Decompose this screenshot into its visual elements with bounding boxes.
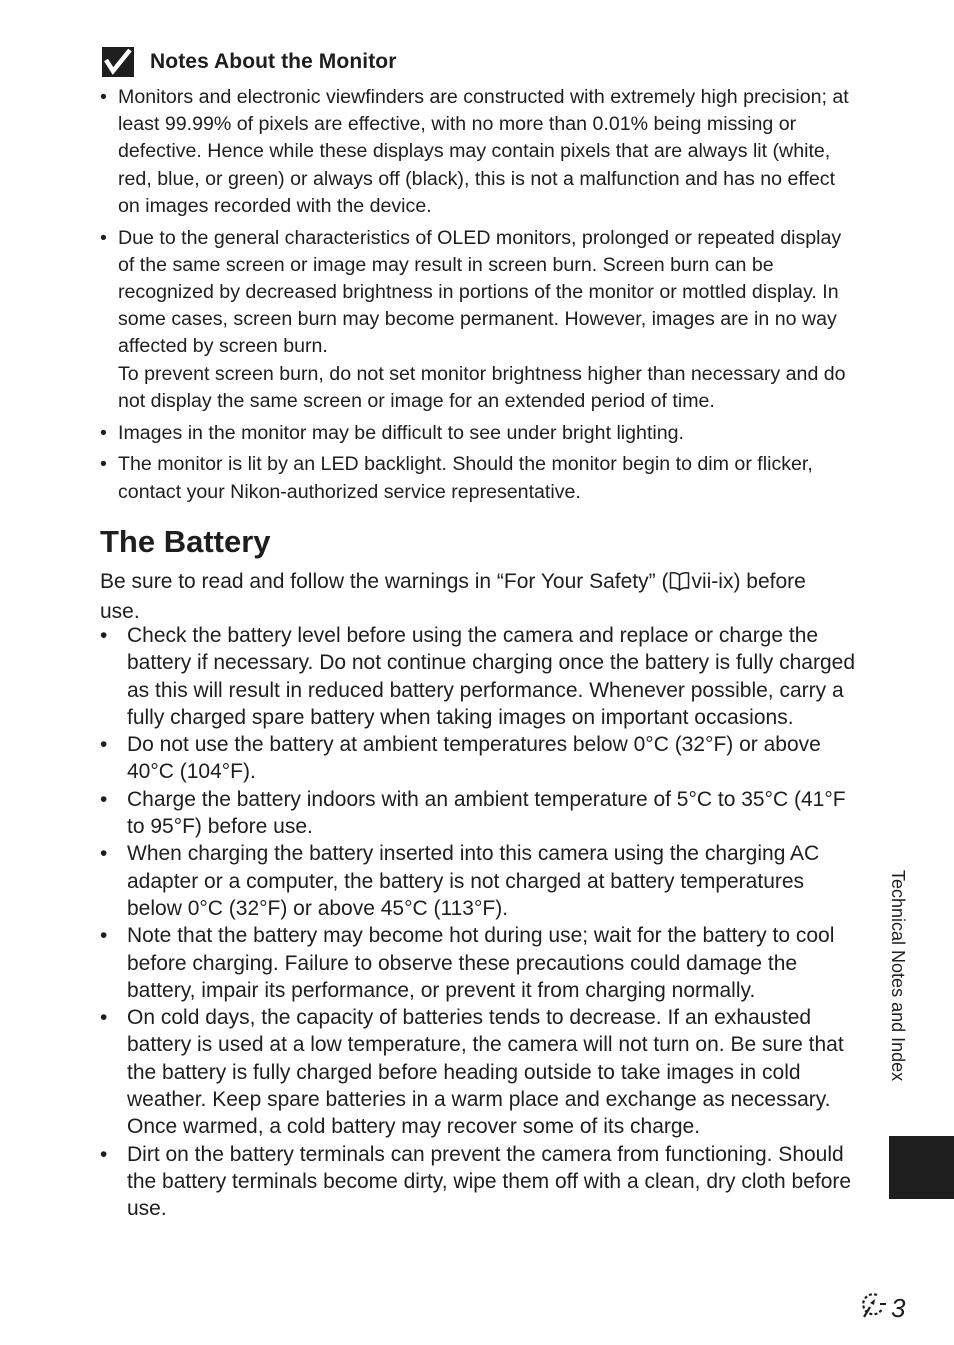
- book-reference-icon: [669, 571, 690, 598]
- section-side-label: Technical Notes and Index: [888, 870, 908, 1082]
- list-item-text: The monitor is lit by an LED backlight. Should the monitor begin to dim or flicker, contact your Nikon-authorized service representative.: [118, 453, 813, 503]
- list-item: • Dirt on the battery terminals can prevent the camera from functioning. Should the battery terminals become dirty, wipe them off with a clean, dry cloth before use.: [100, 1141, 860, 1223]
- list-item: [100, 84, 856, 220]
- technical-notes-section-icon: [858, 1290, 891, 1327]
- list-item-text: Images in the monitor may be difficult to see under bright lighting.: [118, 421, 684, 444]
- list-item: • Charge the battery indoors with an ambient temperature of 5°C to 35°C (41°F to 95°F) before use.: [100, 786, 860, 841]
- page-number-text: 3: [891, 1293, 906, 1323]
- list-item: • Note that the battery may become hot during use; wait for the battery to cool before charging. Failure to observe these precautions could damage the battery, impair its performance, or prevent it from charging normally.: [100, 922, 860, 1004]
- monitor-notes-list: [100, 84, 856, 510]
- list-item-text: Monitors and electronic viewfinders are constructed with extremely high precision; at least 99.99% of pixels are effective, with no more than 0.01% being missing or defective. Hence while these displays may contain pixels that are always lit (white, red, blue, or green) or always off (black), this is not a malfunction and has no effect on images recorded with the device.: [118, 86, 849, 217]
- list-item: • When charging the battery inserted into this camera using the charging AC adapter or a computer, the battery is not charged at battery temperatures below 0°C (32°F) or above 45°C (113°F).: [100, 840, 860, 922]
- list-item: [100, 420, 856, 447]
- intro-text: Be sure to read and follow the warnings in “For Your Safety” (: [100, 570, 669, 593]
- section-tab[interactable]: [889, 1136, 954, 1199]
- list-item: [100, 451, 856, 505]
- page-number: [858, 1290, 905, 1327]
- list-item-continuation: To prevent screen burn, do not set monitor brightness higher than necessary and do not display the same screen or image for an extended period of time.: [118, 362, 846, 412]
- notes-title: Notes About the Monitor: [150, 50, 397, 73]
- list-item: • On cold days, the capacity of batteries tends to decrease. If an exhausted battery is used at a low temperature, the camera will not turn on. Be sure that the battery is fully charged before heading outside to take images in cold weather. Keep spare batteries in a warm place and exchange as necessary. Once warmed, a cold battery may recover some of its charge.: [100, 1004, 860, 1140]
- reference-link[interactable]: vii-ix: [691, 570, 734, 593]
- list-item: • Do not use the battery at ambient temperatures below 0°C (32°F) or above 40°C (104°F).: [100, 731, 860, 786]
- checkmark-note-icon: [102, 47, 134, 77]
- battery-list: [100, 622, 860, 1223]
- notes-header: [102, 46, 397, 78]
- battery-intro: [100, 568, 845, 626]
- section-heading: The Battery: [100, 524, 271, 559]
- list-item: • Check the battery level before using the camera and replace or charge the battery if necessary. Do not continue charging once the battery is fully charged as this will result in reduced battery performance. Whenever possible, carry a fully charged spare battery when taking images on important occasions.: [100, 622, 860, 731]
- list-item-text: Due to the general characteristics of OLED monitors, prolonged or repeated display of the same screen or image may result in screen burn. Screen burn can be recognized by decreased brightness in portions of the monitor or mottled display. In some cases, screen burn may become permanent. However, images are in no way affected by screen burn.: [118, 226, 842, 358]
- intro-text-end: ) before use.: [100, 570, 806, 624]
- list-item: [100, 225, 856, 415]
